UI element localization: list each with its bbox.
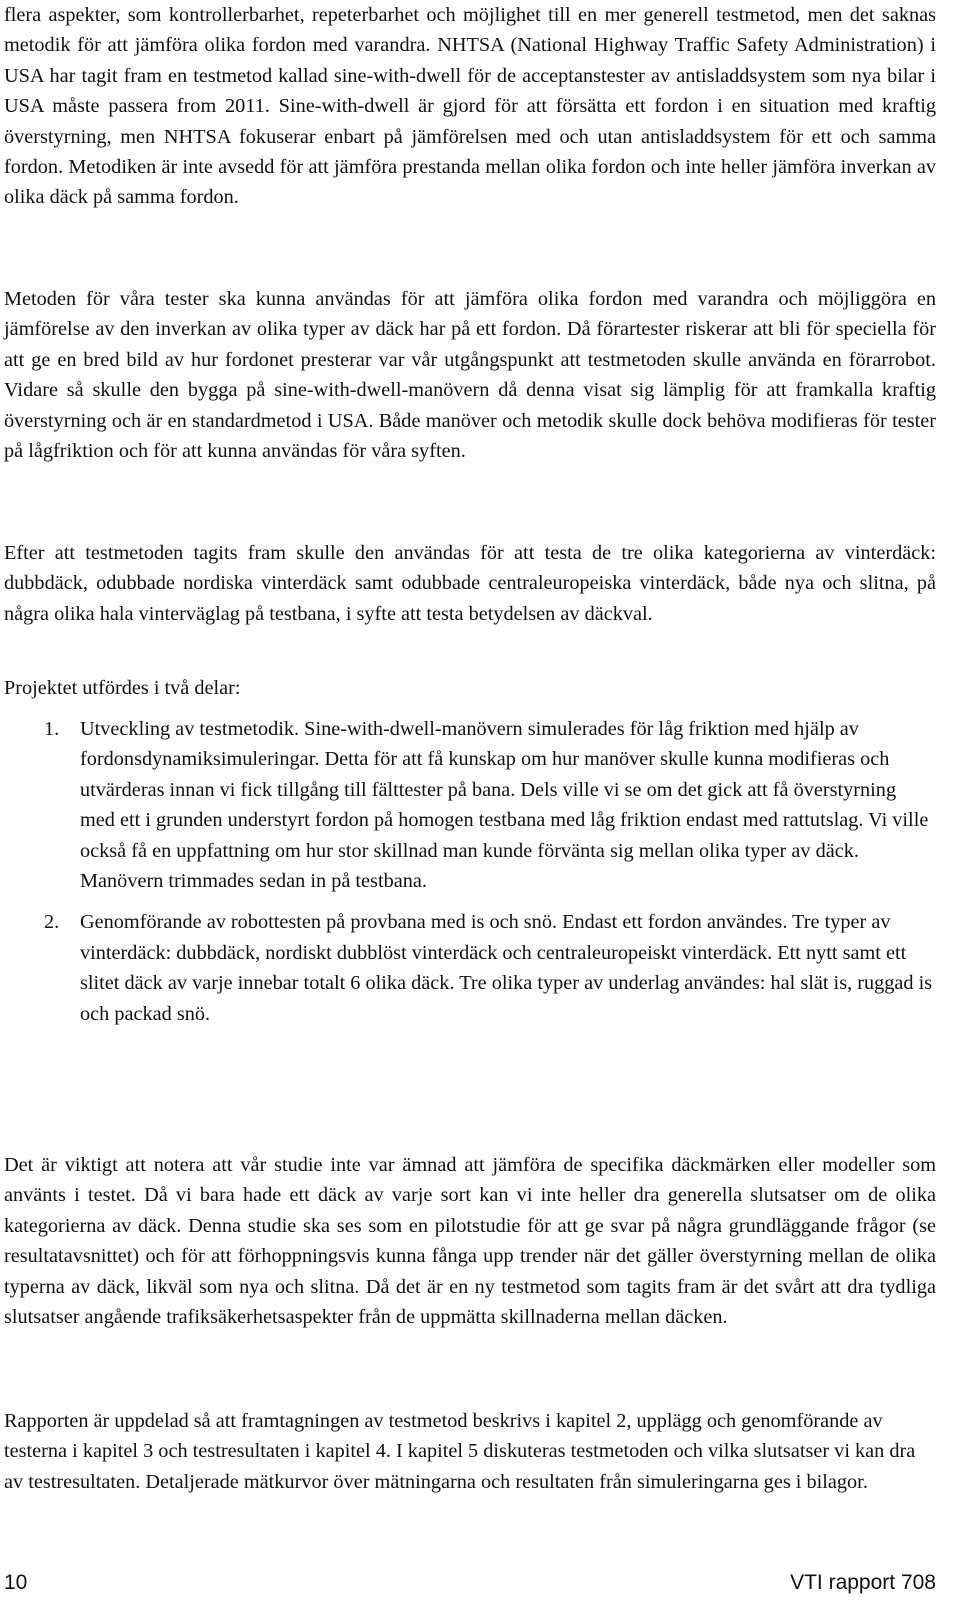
project-parts-list xyxy=(4,714,936,1029)
paragraph-nhtsa-method: flera aspekter, som kontrollerbarhet, repeterbarhet och möjlighet till en mer generell testmetod, men det saknas metodik för att jämföra olika fordon med varandra. NHTSA (National Highway Traffic Safety Administration) i USA har tagit fram en testmetod kallad sine-with-dwell för de acceptanstester av antisladdsystem som nya bilar i USA måste passera from 2011. Sine-with-dwell är gjord för att försätta ett fordon i en situation med kraftig överstyrning, men NHTSA fokuserar enbart på jämförelsen med och utan antisladdsystem för ett och samma fordon. Metodiken är inte avsedd för att jämföra prestanda mellan olika fordon och inte heller jämföra inverkan av olika däck på samma fordon. xyxy=(4,4,936,209)
paragraph-test-method: Metoden för våra tester ska kunna användas för att jämföra olika fordon med varandra och möjliggöra en jämförelse av den inverkan av olika typer av däck har på ett fordon. Då förartester riskerar att bli för speciella för att ge en bred bild av hur fordonet presterar var vår utgångspunkt att testmetoden skulle använda en förarrobot. Vidare så skulle den bygga på sine-with-dwell-manövern då denna visat sig lämplig för att framkalla kraftig överstyrning och är en standardmetod i USA. Både manöver och metodik skulle dock behöva modifieras för tester på lågfriktion och för att kunna användas för våra syften. xyxy=(4,288,936,463)
list-item-text: Utveckling av testmetodik. Sine-with-dwell-manövern simulerades för låg friktion med hjälp av fordonsdynamiksimuleringar. Detta för att få kunskap om hur manöver skulle kunna modifieras och utvärderas innan vi fick tillgång till fälttester på bana. Dels ville vi se om det gick att få överstyrning med ett i grunden understyrt fordon på homogen testbana med låg friktion endast med rattutslag. Vi ville också få en uppfattning om hur stor skillnad man kunde förvänta sig mellan olika typer av däck. Manövern trimmades sedan in på testbana. xyxy=(80,718,929,893)
list-item-text: Genomförande av robottesten på provbana med is och snö. Endast ett fordon användes. Tre typer av vinterdäck: dubbdäck, nordiskt dubblöst vinterdäck och centraleuropeiskt vinterdäck. Ett nytt samt ett slitet däck av varje innebar totalt 6 olika däck. Tre olika typer av underlag användes: hal slät is, ruggad is och packad snö. xyxy=(80,911,933,1025)
paragraph-tire-categories: Efter att testmetoden tagits fram skulle den användas för att testa de tre olika kategorierna av vinterdäck: dubbdäck, odubbade nordiska vinterdäck samt odubbade centraleuropeiska vinterdäck, både nya och slitna, på några olika hala vinterväglag på testbana, i syfte att testa betydelsen av däckval. xyxy=(4,542,936,625)
page-number: 10 xyxy=(4,1571,28,1594)
page-footer xyxy=(4,1568,936,1598)
list-item-number: 1. xyxy=(44,718,60,740)
list-item-number: 2. xyxy=(44,911,60,934)
list-item xyxy=(4,907,936,1029)
paragraph-report-structure: Rapporten är uppdelad så att framtagningen av testmetod beskrivs i kapitel 2, upplägg och genomförande av testerna i kapitel 3 och testresultaten i kapitel 4. I kapitel 5 diskuteras testmetoden och vilka slutsatser vi kan dra av testresultaten. Detaljerade mätkurvor över mätningarna och resultaten från simuleringarna ges i bilagor. xyxy=(4,1410,916,1493)
report-name: VTI rapport 708 xyxy=(790,1571,936,1594)
list-intro: Projektet utfördes i två delar: xyxy=(4,677,241,699)
list-item xyxy=(4,714,936,896)
paragraph-study-limitations: Det är viktigt att notera att vår studie inte var ämnad att jämföra de specifika däckmärken eller modeller som använts i testet. Då vi bara hade ett däck av varje sort kan vi inte heller dra generella slutsatser om de olika kategorierna av däck. Denna studie ska ses som en pilotstudie för att ge svar på några grundläggande frågor (se resultatavsnittet) och för att förhoppningsvis kunna fånga upp trender när det gäller överstyrning mellan de olika typerna av däck, likväl som nya och slitna. Då det är en ny testmetod som tagits fram är det svårt att dra tydliga slutsatser angående trafiksäkerhetsaspekter från de uppmätta skillnaderna mellan däcken. xyxy=(4,1154,936,1329)
